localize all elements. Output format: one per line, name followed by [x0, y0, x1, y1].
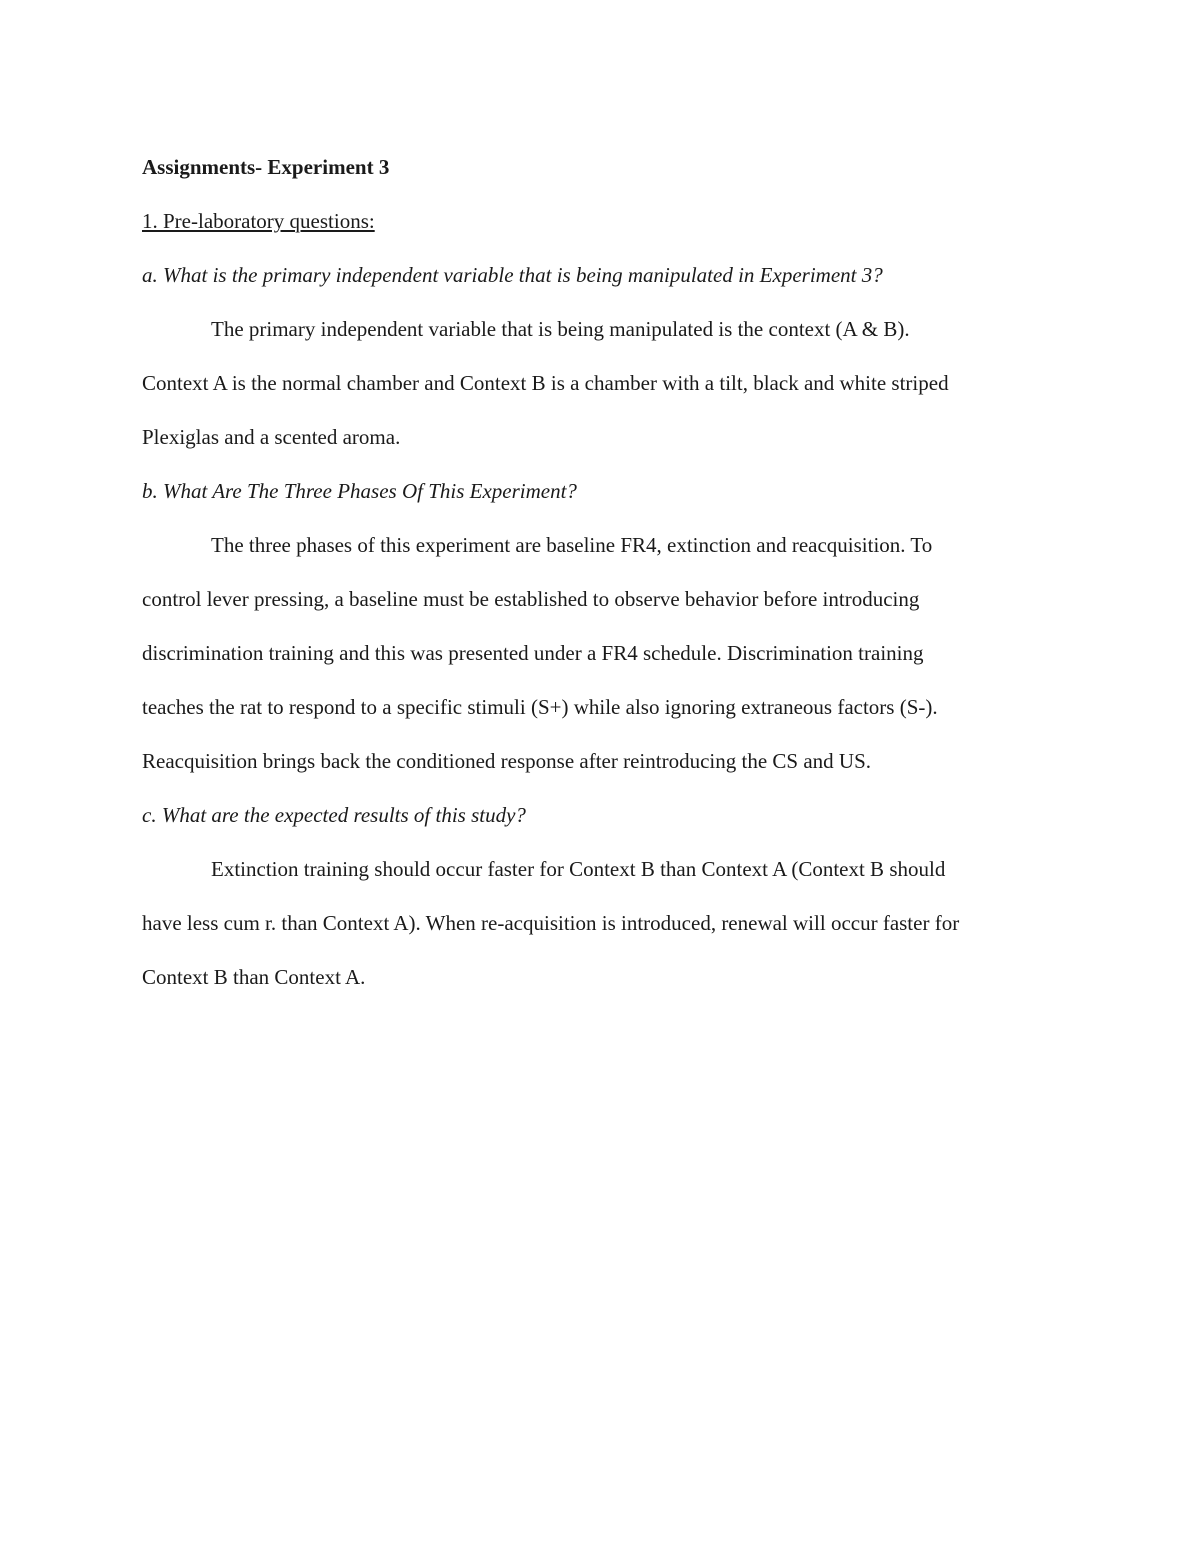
answer-b-line-5: Reacquisition brings back the conditioned response after reintroducing the CS and US. [142, 749, 872, 773]
question-a: a. What is the primary independent variable that is being manipulated in Experiment 3? [142, 263, 883, 287]
answer-c-line-2: have less cum r. than Context A). When re-acquisition is introduced, renewal will occur faster for [142, 911, 960, 935]
document-body [142, 140, 1072, 1004]
answer-a-line-3: Plexiglas and a scented aroma. [142, 425, 401, 449]
answer-b-line-2: control lever pressing, a baseline must be established to observe behavior before introducing [142, 587, 920, 611]
answer-b-line-4: teaches the rat to respond to a specific stimuli (S+) while also ignoring extraneous factors (S-). [142, 695, 938, 719]
section-heading: 1. Pre-laboratory questions: [142, 209, 375, 233]
document-title: Assignments- Experiment 3 [142, 155, 390, 179]
answer-c-line-3: Context B than Context A. [142, 965, 366, 989]
answer-a-line-1: The primary independent variable that is being manipulated is the context (A & B). [211, 317, 910, 341]
answer-b-line-1: The three phases of this experiment are baseline FR4, extinction and reacquisition. To [211, 533, 933, 557]
question-c: c. What are the expected results of this study? [142, 803, 526, 827]
question-b: b. What Are The Three Phases Of This Experiment? [142, 479, 577, 503]
answer-a-line-2: Context A is the normal chamber and Context B is a chamber with a tilt, black and white striped [142, 371, 949, 395]
answer-c-line-1: Extinction training should occur faster for Context B than Context A (Context B should [211, 857, 946, 881]
answer-b-line-3: discrimination training and this was presented under a FR4 schedule. Discrimination training [142, 641, 924, 665]
